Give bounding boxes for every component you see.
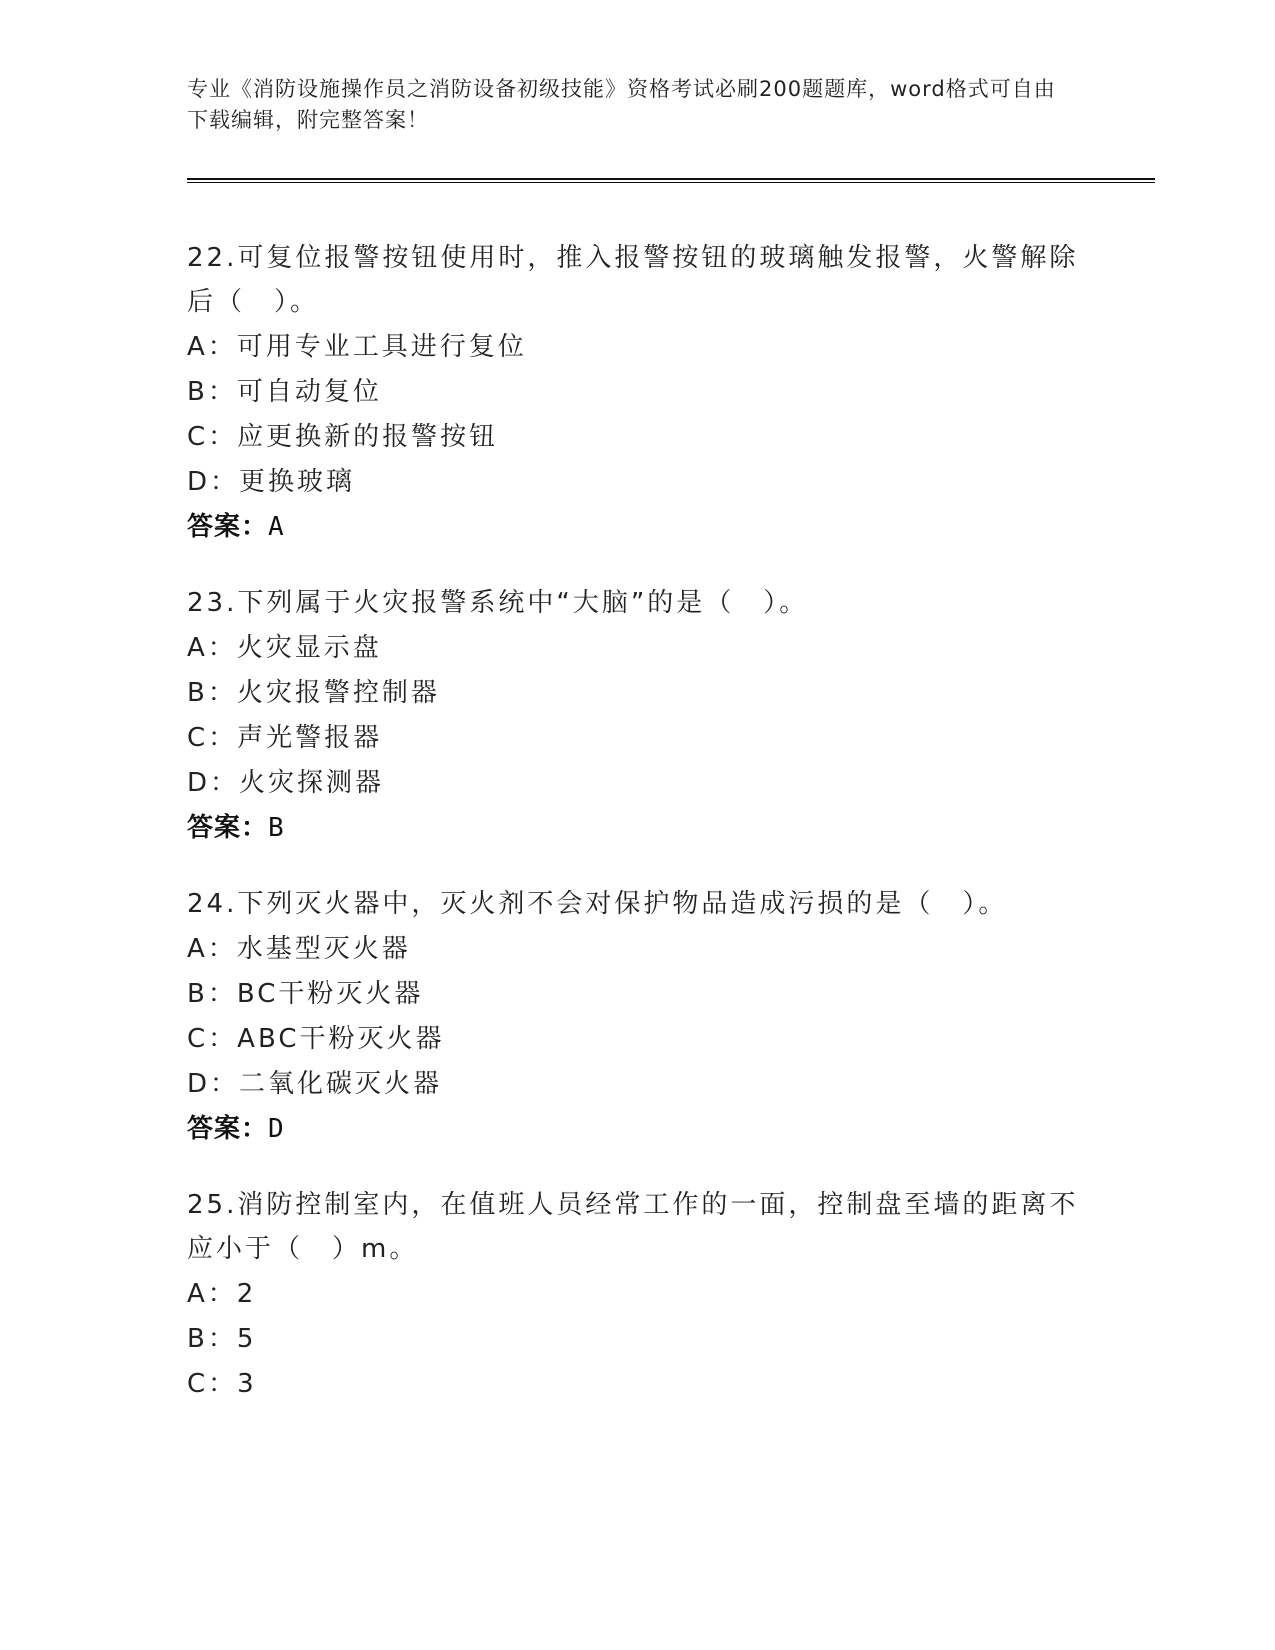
option-c: C：ABC干粉灭火器: [187, 1024, 445, 1054]
answer-label: 答案：: [187, 813, 269, 843]
option-b: B：5: [187, 1324, 257, 1354]
answer-value: D: [268, 1114, 285, 1144]
option-d: D：火灾探测器: [187, 768, 385, 798]
question-24: [187, 882, 1087, 1151]
question-stem: 23.下列属于火灾报警系统中“大脑”的是（ ）。: [187, 588, 809, 618]
question-23: [187, 581, 1087, 850]
option-c: C：应更换新的报警按钮: [187, 422, 499, 452]
question-25: [187, 1183, 1087, 1406]
option-d: D：更换玻璃: [187, 467, 356, 497]
option-d: D：二氧化碳灭火器: [187, 1069, 443, 1099]
question-stem: 22.可复位报警按钮使用时，推入报警按钮的玻璃触发报警，火警解除后（ ）。: [187, 243, 1079, 317]
question-22: [187, 236, 1087, 549]
answer: [187, 806, 1087, 850]
answer-value: A: [268, 512, 285, 542]
question-list: [187, 236, 1087, 1438]
answer: [187, 505, 1087, 549]
option-a: A：火灾显示盘: [187, 633, 382, 663]
option-b: B：火灾报警控制器: [187, 678, 440, 708]
answer: [187, 1107, 1087, 1151]
option-a: A：2: [187, 1279, 257, 1309]
question-stem: 24.下列灭火器中，灭火剂不会对保护物品造成污损的是（ ）。: [187, 889, 1008, 919]
answer-label: 答案：: [187, 1114, 269, 1144]
option-c: C：3: [187, 1369, 257, 1399]
answer-label: 答案：: [187, 512, 269, 542]
option-b: B：BC干粉灭火器: [187, 979, 424, 1009]
question-stem: 25.消防控制室内，在值班人员经常工作的一面，控制盘至墙的距离不应小于（ ）m。: [187, 1190, 1079, 1264]
header-divider: [187, 178, 1155, 183]
document-header: 专业《消防设施操作员之消防设备初级技能》资格考试必刷200题题库，word格式可自由下载编辑，附完整答案！: [187, 77, 1056, 132]
option-a: A：可用专业工具进行复位: [187, 332, 527, 362]
answer-value: B: [268, 813, 285, 843]
option-b: B：可自动复位: [187, 377, 382, 407]
option-a: A：水基型灭火器: [187, 934, 411, 964]
option-c: C：声光警报器: [187, 723, 383, 753]
